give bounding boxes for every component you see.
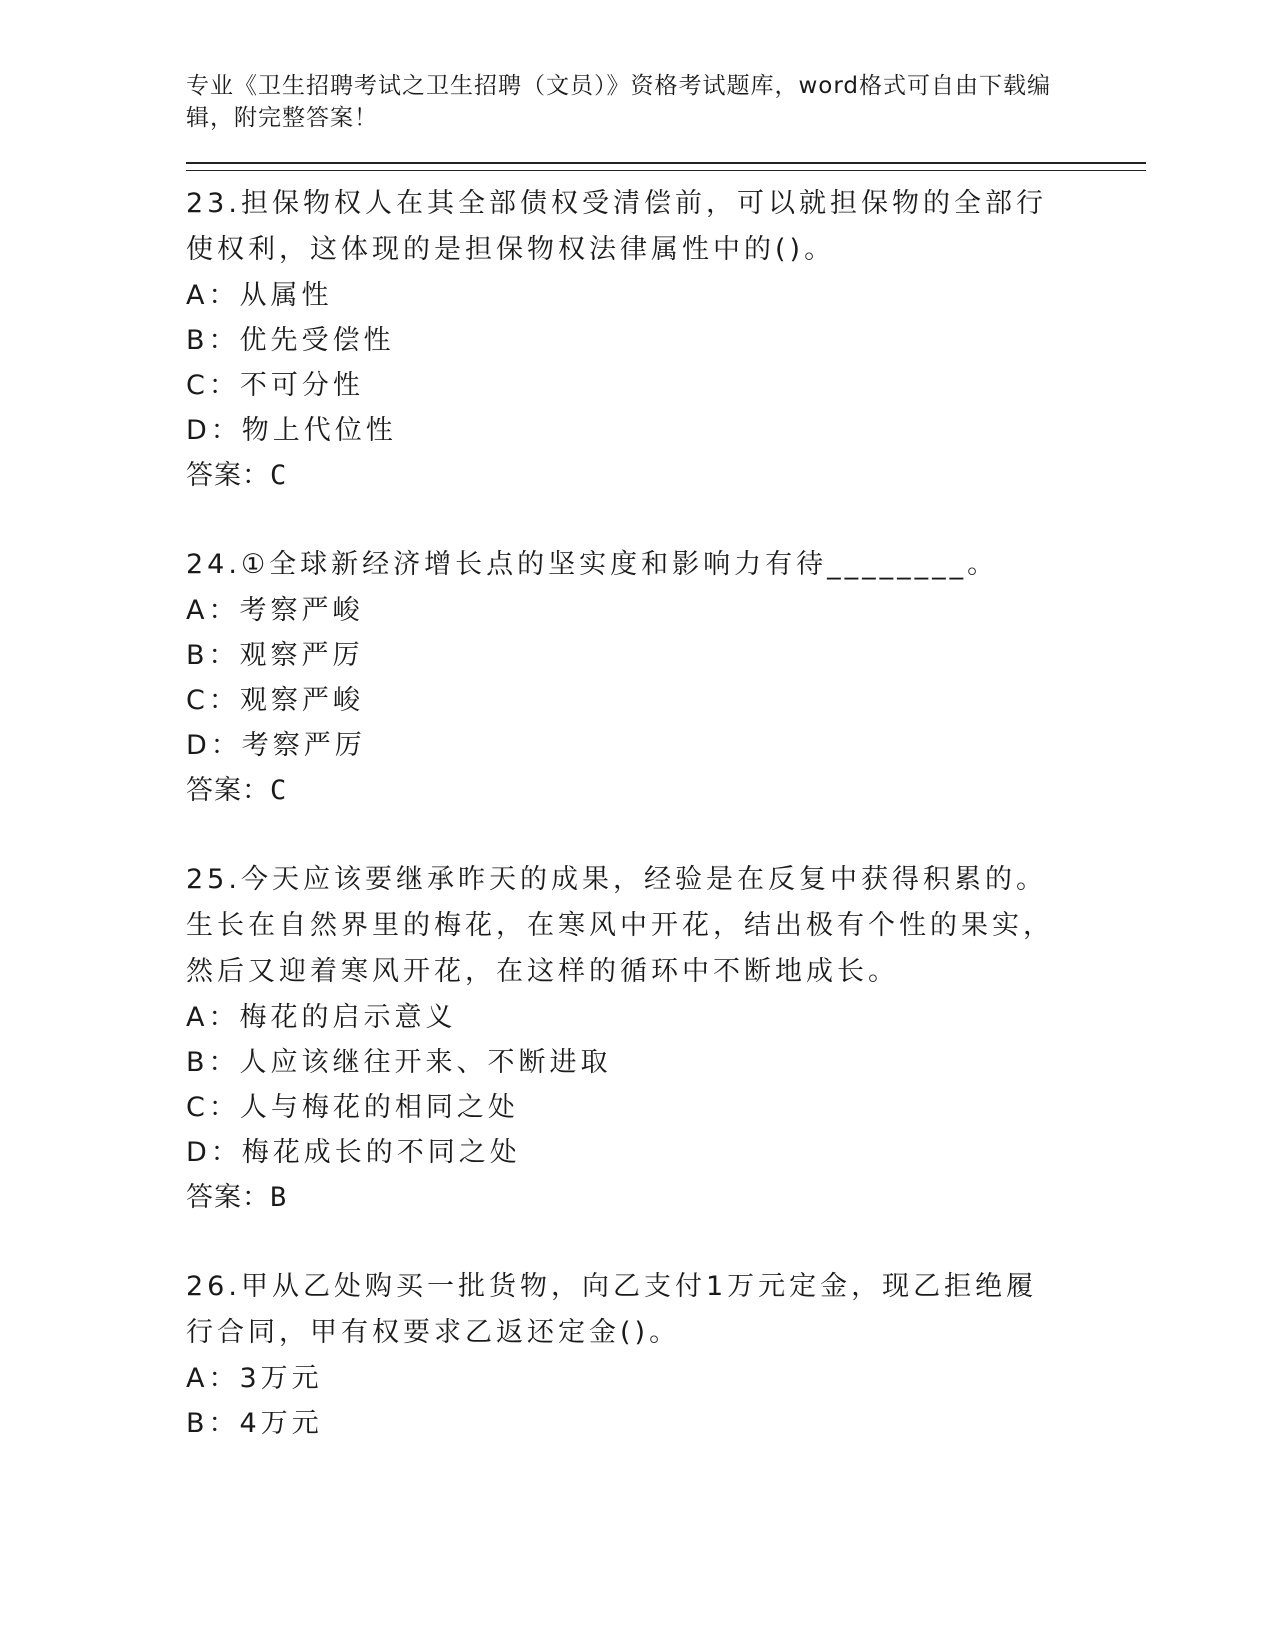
option-b: B：优先受偿性	[186, 325, 395, 356]
header-divider	[186, 162, 1146, 171]
option-c: C：观察严峻	[186, 685, 364, 716]
question-23	[186, 181, 1146, 499]
answer-value: C	[270, 775, 288, 806]
option-b: B：4万元	[186, 1408, 323, 1439]
answer-line	[186, 1175, 1146, 1221]
answer-line	[186, 453, 1146, 499]
option-d: D：物上代位性	[186, 415, 397, 446]
answer-label: 答案：	[186, 460, 270, 491]
option-d: D：考察严厉	[186, 730, 366, 761]
document-page	[186, 70, 1146, 1446]
option-a: A：考察严峻	[186, 595, 364, 626]
option-c: C：人与梅花的相同之处	[186, 1092, 519, 1123]
option-b: B：观察严厉	[186, 640, 364, 671]
question-stem: 25.今天应该要继承昨天的成果，经验是在反复中获得积累的。生长在自然界里的梅花，在寒风中开花，结出极有个性的果实，然后又迎着寒风开花，在这样的循环中不断地成长。	[186, 864, 1054, 987]
answer-value: B	[270, 1182, 288, 1213]
option-d: D：梅花成长的不同之处	[186, 1137, 521, 1168]
question-stem: 24.①全球新经济增长点的坚实度和影响力有待________。	[186, 549, 999, 580]
answer-line	[186, 768, 1146, 814]
answer-label: 答案：	[186, 775, 270, 806]
document-header: 专业《卫生招聘考试之卫生招聘（文员）》资格考试题库，word格式可自由下载编辑，附完整答案！	[186, 73, 1052, 131]
question-stem: 26.甲从乙处购买一批货物，向乙支付1万元定金，现乙拒绝履行合同，甲有权要求乙返还定金()。	[186, 1271, 1038, 1348]
option-c: C：不可分性	[186, 370, 364, 401]
option-a: A：梅花的启示意义	[186, 1002, 457, 1033]
question-stem: 23.担保物权人在其全部债权受清偿前，可以就担保物的全部行使权利，这体现的是担保物权法律属性中的()。	[186, 188, 1047, 265]
question-25	[186, 857, 1146, 1221]
answer-value: C	[270, 460, 288, 491]
option-b: B：人应该继往开来、不断进取	[186, 1047, 612, 1078]
question-24	[186, 542, 1146, 814]
answer-label: 答案：	[186, 1182, 270, 1213]
option-a: A：从属性	[186, 280, 333, 311]
question-26	[186, 1264, 1146, 1446]
option-a: A：3万元	[186, 1363, 323, 1394]
